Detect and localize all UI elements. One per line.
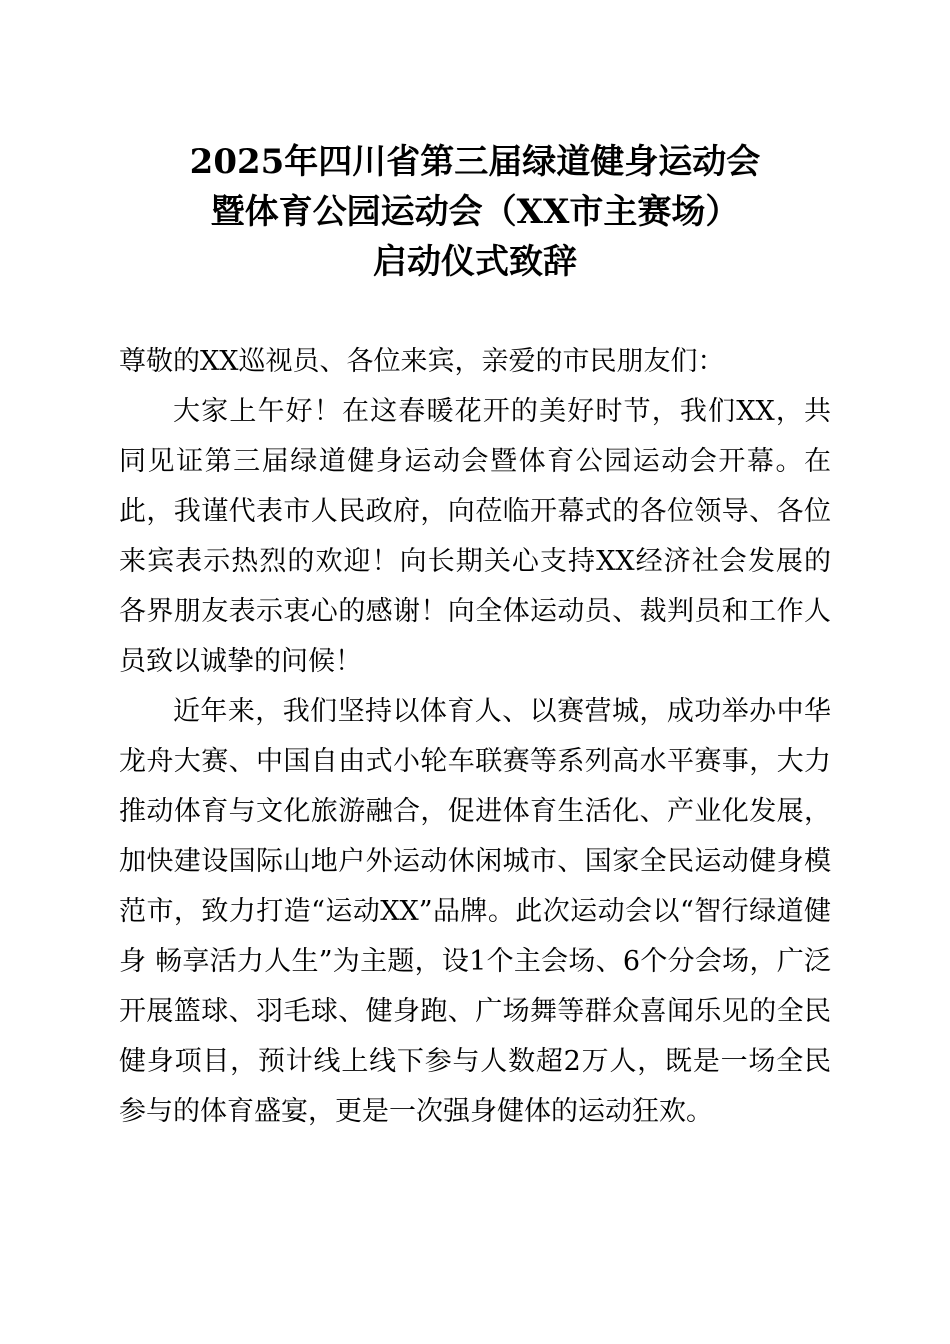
title-line-1: 2025年四川省第三届绿道健身运动会 xyxy=(189,142,761,182)
document-body xyxy=(119,337,831,1137)
salutation: 尊敬的XX巡视员、各位来宾，亲爱的市民朋友们： xyxy=(119,346,725,377)
title-line-2: 暨体育公园运动会（XX市主赛场） xyxy=(210,192,740,232)
paragraph-welcome: 大家上午好！在这春暖花开的美好时节，我们XX，共同见证第三届绿道健身运动会暨体育公园运动会开幕。在此，我谨代表市人民政府，向莅临开幕式的各位领导、各位来宾表示热烈的欢迎！向长期关心支持XX经济社会发展的各界朋友表示衷心的感谢！向全体运动员、裁判员和工作人员致以诚挚的问候！ xyxy=(119,396,831,677)
document-title xyxy=(80,137,870,287)
paragraph-achievements: 近年来，我们坚持以体育人、以赛营城，成功举办中华龙舟大赛、中国自由式小轮车联赛等系列高水平赛事，大力推动体育与文化旅游融合，促进体育生活化、产业化发展，加快建设国际山地户外运动休闲城市、国家全民运动健身模范市，致力打造“运动XX”品牌。此次运动会以“智行绿道健身 畅享活力人生”为主题，设1个主会场、6个分会场，广泛开展篮球、羽毛球、健身跑、广场舞等群众喜闻乐见的全民健身项目，预计线上线下参与人数超2万人，既是一场全民参与的体育盛宴，更是一次强身健体的运动狂欢。 xyxy=(119,696,831,1127)
title-line-3: 启动仪式致辞 xyxy=(373,242,577,282)
